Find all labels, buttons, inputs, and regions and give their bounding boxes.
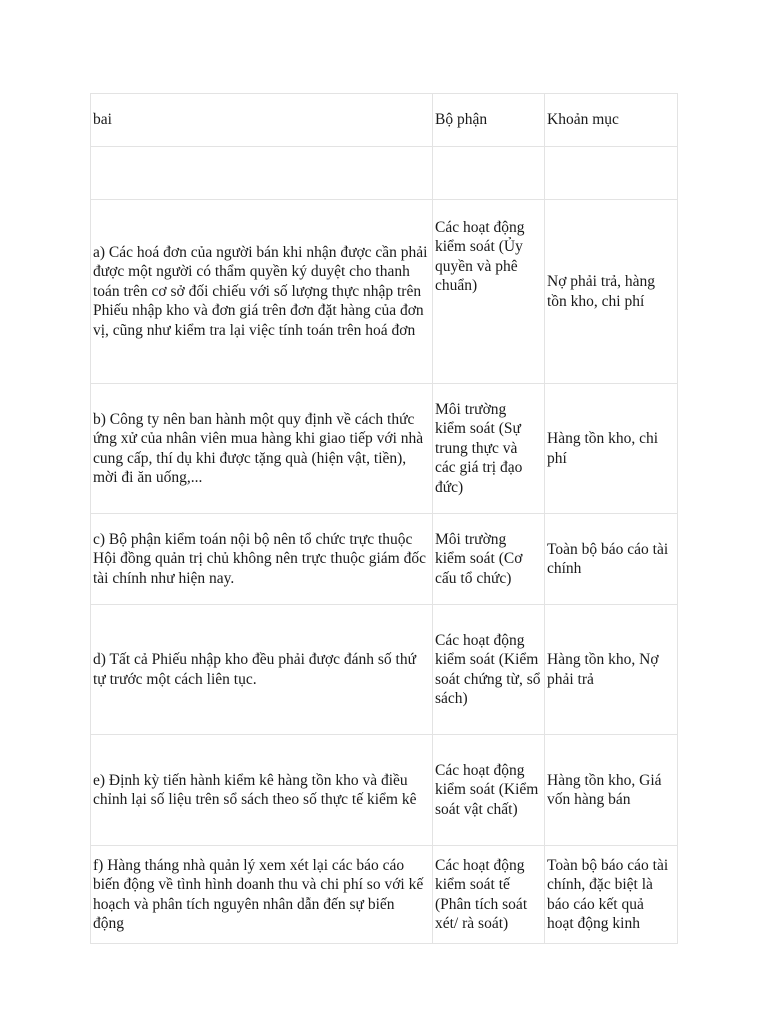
cell-khoan-muc: Toàn bộ báo cáo tài chính [545,514,678,605]
cell-khoan-muc: Hàng tồn kho, chi phí [545,384,678,514]
cell-khoan-muc: Toàn bộ báo cáo tài chính, đặc biệt là báo cáo kết quả hoạt động kinh [545,846,678,944]
cell-bo-phan: Các hoạt động kiểm soát tế (Phân tích soát xét/ rà soát) [433,846,545,944]
cell-bo-phan [433,147,545,200]
cell-khoan-muc: Nợ phải trả, hàng tồn kho, chi phí [545,200,678,384]
cell-khoan-muc: Hàng tồn kho, Giá vốn hàng bán [545,735,678,846]
cell-bai: f) Hàng tháng nhà quản lý xem xét lại các báo cáo biến động về tình hình doanh thu và chi phí so với kế hoạch và phân tích nguyên nhân dẫn đến sự biến động [91,846,433,944]
table-header-row [91,94,678,147]
control-activities-table [90,93,678,944]
table-row [91,384,678,514]
cell-bai: b) Công ty nên ban hành một quy định về cách thức ứng xử của nhân viên mua hàng khi giao tiếp với nhà cung cấp, thí dụ khi được tặng quà (hiện vật, tiền), mời đi ăn uống,... [91,384,433,514]
cell-bo-phan: Các hoạt động kiểm soát (Kiểm soát vật chất) [433,735,545,846]
table-row [91,605,678,735]
table-row [91,147,678,200]
table-row [91,200,678,384]
cell-bai: c) Bộ phận kiểm toán nội bộ nên tổ chức trực thuộc Hội đồng quản trị chủ không nên trực thuộc giám đốc tài chính như hiện nay. [91,514,433,605]
header-khoan-muc: Khoản mục [545,94,678,147]
header-bai: bai [91,94,433,147]
table-row [91,514,678,605]
cell-khoan-muc: Hàng tồn kho, Nợ phải trả [545,605,678,735]
cell-khoan-muc [545,147,678,200]
document-page [90,93,677,944]
cell-bai [91,147,433,200]
header-bo-phan: Bộ phận [433,94,545,147]
table-row [91,735,678,846]
cell-bai: e) Định kỳ tiến hành kiểm kê hàng tồn kho và điều chỉnh lại số liệu trên sổ sách theo số thực tế kiểm kê [91,735,433,846]
cell-bo-phan: Môi trường kiểm soát (Cơ cấu tổ chức) [433,514,545,605]
table-row [91,846,678,944]
cell-bai: a) Các hoá đơn của người bán khi nhận được cần phải được một người có thẩm quyền ký duyệt cho thanh toán trên cơ sở đối chiếu với số lượng thực nhập trên Phiếu nhập kho và đơn giá trên đơn đặt hàng của đơn vị, cũng như kiểm tra lại việc tính toán trên hoá đơn [91,200,433,384]
cell-bo-phan: Môi trường kiểm soát (Sự trung thực và các giá trị đạo đức) [433,384,545,514]
cell-bo-phan: Các hoạt động kiểm soát (Ủy quyền và phê chuẩn) [433,200,545,384]
cell-bo-phan: Các hoạt động kiểm soát (Kiểm soát chứng từ, sổ sách) [433,605,545,735]
cell-bai: d) Tất cả Phiếu nhập kho đều phải được đánh số thứ tự trước một cách liên tục. [91,605,433,735]
